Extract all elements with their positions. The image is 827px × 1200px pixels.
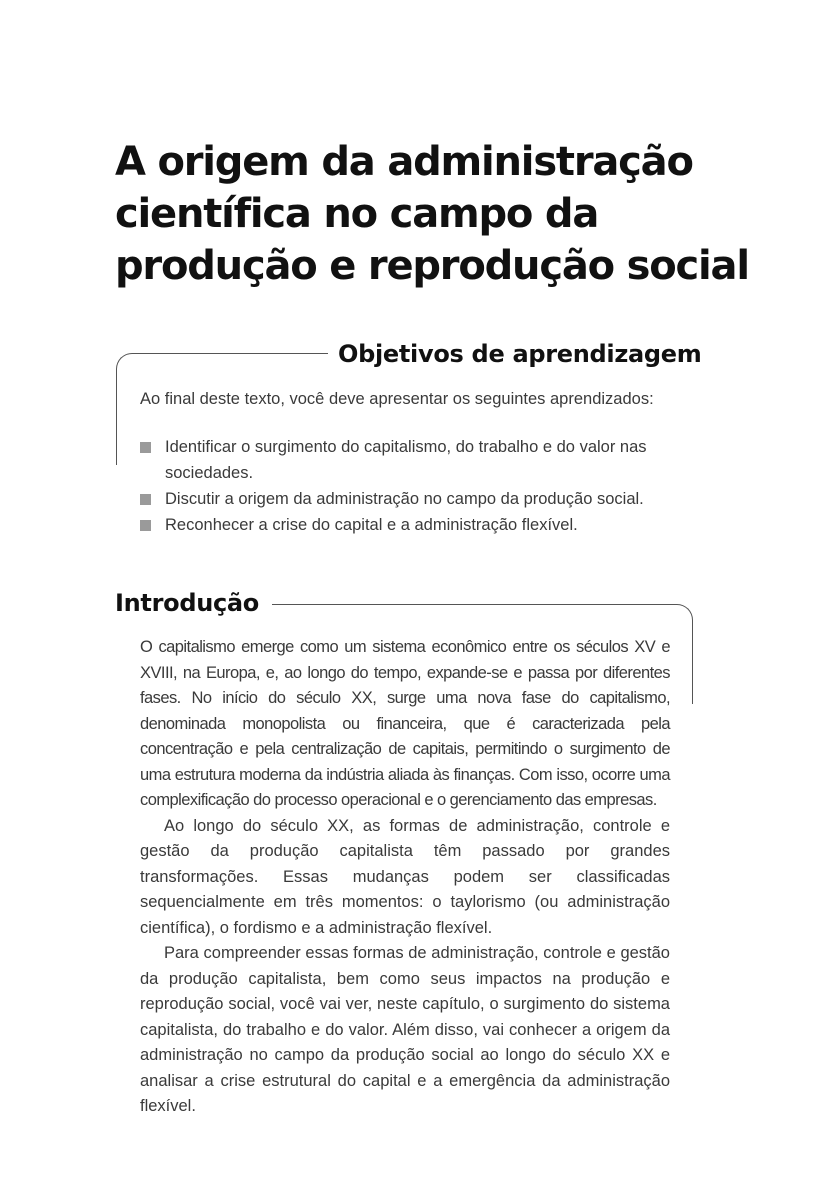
body-paragraph: O capitalismo emerge como um sistema econômico entre os séculos XV e XVIII, na Europa, e, ao longo do tempo, expande-se e passa por diferentes fases. No início do século XX, surge uma nova fase do capitalismo, denominada monopolista ou financeira, que é caracterizada pela concentração e pela centralização de capitais, permitindo o surgimento de uma estrutura moderna da indústria aliada às finanças. Com isso, ocorre uma complexificação do processo operacional e o gerenciamento das empresas. <box>140 638 670 809</box>
body-paragraph: Ao longo do século XX, as formas de administração, controle e gestão da produção capitalista têm passado por grandes transformações. Essas mudanças podem ser classificadas sequencialmente em três momentos: o taylorismo (ou administração científica), o fordismo e a administração flexível. <box>140 816 670 937</box>
chapter-title-line: produção e reprodução social <box>115 243 749 289</box>
body-paragraph: Para compreender essas formas de administração, controle e gestão da produção capitalista, bem como seus impactos na produção e reprodução social, você vai ver, neste capítulo, o surgimento do sistema capitalista, do trabalho e do valor. Além disso, vai conhecer a origem da administração no campo da produção social ao longo do século XX e analisar a crise estrutural do capital e a emergência da administração flexível. <box>140 944 670 1115</box>
square-bullet-icon <box>140 442 151 453</box>
introduction-body <box>140 635 670 1120</box>
objective-item <box>140 486 700 512</box>
chapter-title <box>115 136 749 292</box>
objectives-intro: Ao final deste texto, você deve apresentar os seguintes aprendizados: <box>140 390 654 408</box>
introduction-heading: Introdução <box>115 589 259 617</box>
square-bullet-icon <box>140 494 151 505</box>
objective-text: Identificar o surgimento do capitalismo, do trabalho e do valor nas sociedades. <box>165 438 647 482</box>
objective-item <box>140 512 700 538</box>
objectives-list <box>140 434 700 538</box>
chapter-title-line: científica no campo da <box>115 191 599 237</box>
square-bullet-icon <box>140 520 151 531</box>
objective-text: Reconhecer a crise do capital e a administração flexível. <box>165 516 578 534</box>
objective-item <box>140 434 700 486</box>
chapter-title-line: A origem da administração <box>115 139 693 185</box>
objective-text: Discutir a origem da administração no campo da produção social. <box>165 490 644 508</box>
objectives-heading: Objetivos de aprendizagem <box>338 340 702 368</box>
